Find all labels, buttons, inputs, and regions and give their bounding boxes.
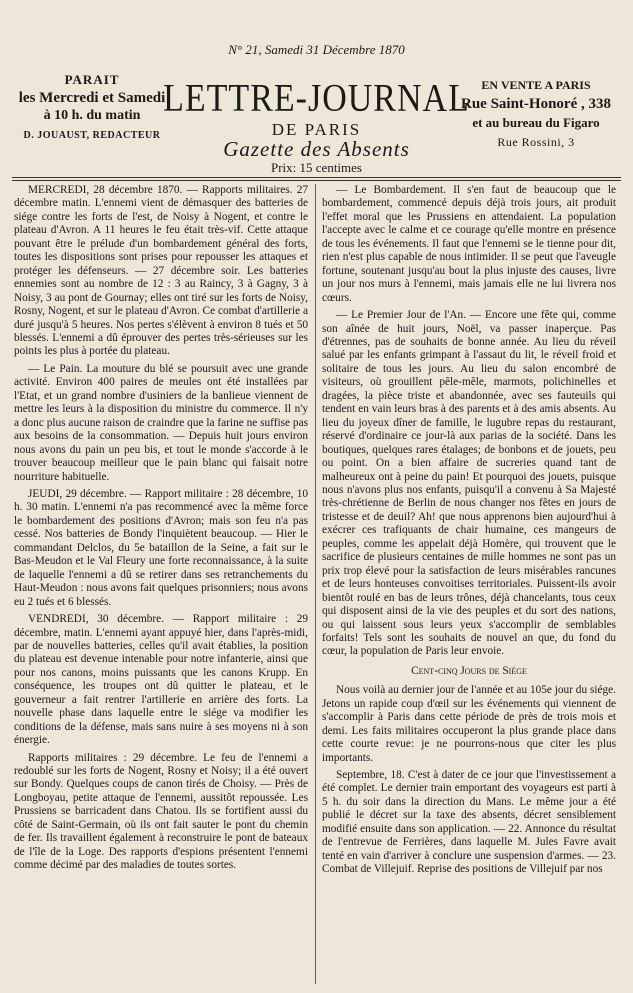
right-column — [322, 184, 616, 881]
masthead-subtitle: DE PARIS — [271, 120, 362, 139]
article-military-reports: Rapports militaires : 29 décembre. Le feu de l'ennemi a redoublé sur les forts de Nogent, Rosny et Noisy; il a été ouvert sur Bondy. Quelques coups de canon tirés de Choisy. — Près de Longboyau, petite attaque de l'ennemi, aussitôt repoussée. Les Prussiens se barricadent dans Chatou. Ils se fortifient aussi du côté de Saint-Germain, où ils ont fait sauter le pont du chemin de fer. Ils travaillent également à reconstruire le pont de bateaux de l'île de la Loge. Des rapports d'espions présentent l'ennemi comme décimé par des maladies de toutes sortes. — [14, 751, 308, 872]
article-siege-intro: Nous voilà au dernier jour de l'année et au 105e jour du siége. Jetons un rapide coup d'œil sur les événements qui viennent de s'accomplir à Paris dans cette période de près de trois mois et demi. Les faits militaires occuperont la plus grande place dans cette courte revue: je ne pourrons-nous que citer les plus importants. — [322, 684, 616, 764]
section-heading: Cent-cinq Jours de Siége — [411, 664, 527, 677]
sales-line-4: Rue Rossini, 3 — [497, 135, 575, 149]
article-september: Septembre, 18. C'est à dater de ce jour que l'investissement a été complet. Le dernier train emportant des voyageurs est parti à 5 h. du soir dans la direction du Mans. Le même jour a été publié le décret sur la taxe des absents, décret sensiblement modifié ensuite dans son application. — 22. Annonce du résultat de l'entrevue de Ferrières, dans laquelle M. Jules Favre avait tenté en vain d'arriver à conclure une suspension d'armes. — 23. Combat de Villejuif. Reprise des positions de Villejuif par nos — [322, 769, 616, 876]
schedule-line-1: PARAIT — [64, 72, 120, 87]
article-thursday: JEUDI, 29 décembre. — Rapport militaire : 28 décembre, 10 h. 30 matin. L'ennemi n'a pas recommencé avec la même force le bombardement des positions d'Avron; mais son feu n'a pas cessé. Nos batteries de Bondy l'inquiètent beaucoup. — Hier le commandant Delclos, du 5e bataillon de la Seine, a fait sur le Bas-Meudon et le Val Fleury une forte reconnaissance, à la suite de laquelle l'ennemi a dû se retirer dans ses retranchements du Haut-Meudon : nous avons fait quelques prisonniers; nous avons eu 2 tués et 6 blessés. — [14, 487, 308, 608]
article-bombardment: — Le Bombardement. Il s'en faut de beaucoup que le bombardement, commencé depuis déjà trois jours, ait produit l'effet moral que les Prussiens en attendaient. La population l'accepte avec le calme et ce courage qu'elle montre en présence de tous les événements. Il faut que l'ennemi se le tienne pour dit, rien n'est plus capable de nous intimider. Il se peut que l'aveugle fortune, soutenant jusqu'au bout la plus injuste des causes, livre un jour nos murs à l'ennemi, mais jamais elle ne lui livrera nos cœurs. — [322, 184, 616, 304]
sales-line-2: Rue Saint-Honoré , 338 — [461, 96, 611, 112]
dateline: N° 21, Samedi 31 Décembre 1870 — [228, 42, 405, 57]
sales-line-1: EN VENTE A PARIS — [481, 78, 591, 92]
schedule-line-2: les Mercredi et Samedi — [18, 90, 166, 106]
masthead-gazette: Gazette des Absents — [223, 137, 410, 161]
left-column — [14, 184, 308, 877]
article-friday: VENDREDI, 30 décembre. — Rapport militaire : 29 décembre, matin. L'ennemi ayant appuyé hier, dans l'après-midi, par de nouvelles batteries, celles qu'il avait établies, la position du plateau est devenue intenable pour notre infanterie, ainsi que pour nos canons, moins puissants que les canons Krupp. En conséquence, les troupes ont dû quitter le plateau, et le gouverneur a fait rentrer l'artillerie en arrière des forts. La nouvelle phase dans laquelle entre le siége va modifier les conditions de la défense, mais sans nuire à ses moyens ni à son énergie. — [14, 613, 308, 747]
editor-credit: D. JOUAUST, REDACTEUR — [23, 130, 161, 141]
article-new-year: — Le Premier Jour de l'An. — Encore une fête qui, comme son aînée de huit jours, Noël, va passer inaperçue. Pas d'étrennes, pas de souhaits de bonne année. Au lieu du réveil salué par les enfants grimpant à l'assaut du lit, le réveil froid et solitaire de tous les jours. Au lieu du salon encombré de visiteurs, où grouillent pêle-mêle, marmots, polichinelles et dragées, la pièce triste et abandonnée, avec ses fauteuils qui tendent en vain leurs bras à des parents et à des amis absents. Au lieu du joyeux dîner de famille, le lugubre repas du restaurant, réservé d'ordinaire ce jour-là aux parias de la société. Dans les boutiques, quelques rares étalages; de bonbons et de jouets, peu ou point. On a bien affaire de sucreries quand tant de malheureux ont à peine du pain! Et pourquoi des jouets, puisque nous n'avons plus nos enfants, puisqu'il a convenu à Sa Majesté très-chrétienne de Berlin de nous changer nos fêtes en jours de tristesse et de deuil? Ah! que nous apprenons bien aujourd'hui à exécrer ces trafiquants de chair humaine, ces mangeurs de peuples, comme les appelait déjà Homère, qui trouvent que le sacrifice de plusieurs centaines de mille hommes ne sont pas un prix trop élevé pour la satisfaction de leurs misérables rancunes et de leurs honteuses convoitises territoriales. Puissent-ils avoir bientôt roulé en bas de leurs trônes, déjà chancelants, tous ceux qui disposent ainsi de la vie des peuples et du sort des nations, ou qui laissent sous leurs yeux s'accomplir de semblables forfaits! Tels sont les souhaits de nouvel an que, du fond du cœur, la population de Paris leur envoie. — [322, 309, 616, 658]
article-bread: — Le Pain. La mouture du blé se poursuit avec une grande activité. Environ 400 paires de meules ont été installées par l'Etat, et un grand nombre d'usiniers de la banlieue viennent de mettre les leurs à la disposition du ministre du commerce. Il n'y a donc plus aucune raison de craindre que la farine ne suffise pas aux besoins de la consommation. — Depuis huit jours environ nous avons du pain un peu bis, et tout le monde s'accorde à le trouver beaucoup meilleur que le pain blanc qui faisait notre nourriture habituelle. — [14, 362, 308, 483]
column-divider — [315, 184, 316, 984]
masthead-title: LETTRE-JOURNAL — [163, 77, 470, 120]
sales-line-3: et au bureau du Figaro — [472, 115, 600, 130]
publication-schedule — [12, 72, 172, 141]
price: Prix: 15 centimes — [271, 160, 362, 175]
sales-info — [451, 78, 621, 150]
schedule-line-3: à 10 h. du matin — [43, 108, 141, 123]
article-wednesday: MERCREDI, 28 décembre 1870. — Rapports militaires. 27 décembre matin. L'ennemi vient de démasquer des batteries de siége contre les forts de l'est, de Noisy à Nogent, et contre le plateau d'Avron. A 11 heures le feu était très-vif. Cette attaque pouvant être le prélude d'un bombardement général des forts, toutes les dispositions sont prises pour repousser les attaques et protéger les défenseurs. — 27 décembre soir. Les batteries ennemies sont au nombre de 12 : 3 au Raincy, 3 à Gagny, 3 à Noisy, 3 au pont de Gournay; elles ont tiré sur les forts de Noisy, Rosny, Nogent, et sur le plateau d'Avron. Ce combat d'artillerie a duré jusqu'à 5 heures. Nos pertes s'élèvent à environ 8 tués et 50 blessés. L'ennemi a dû éprouver des pertes très-sérieuses sur les points les plus à portée du plateau. — [14, 184, 308, 358]
header-rule — [12, 177, 621, 181]
